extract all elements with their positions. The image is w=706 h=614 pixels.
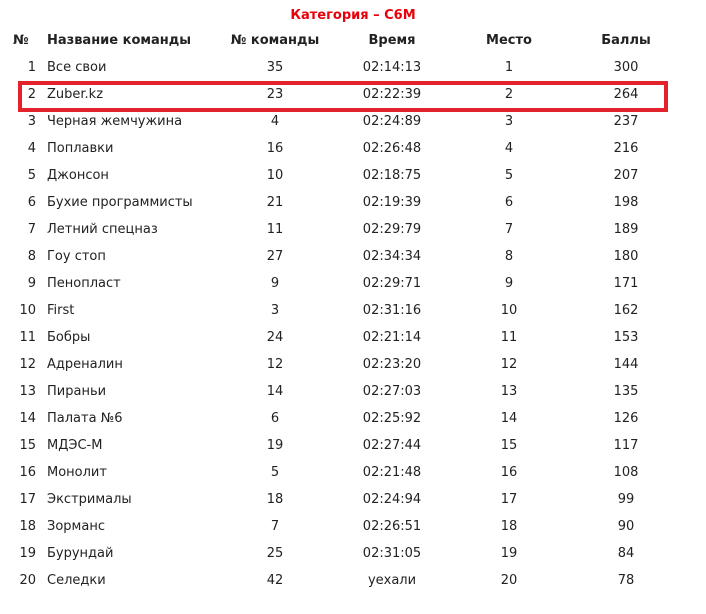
cell-team-number: 3: [270, 303, 280, 318]
cell-num: 20: [19, 573, 36, 588]
header-points: Баллы: [601, 33, 651, 48]
cell-time: 02:25:92: [362, 411, 422, 426]
cell-time: 02:19:39: [362, 195, 422, 210]
cell-points: 84: [617, 546, 635, 561]
cell-points: 264: [613, 87, 639, 102]
cell-team-number: 10: [266, 168, 284, 183]
cell-time: 02:31:05: [362, 546, 422, 561]
cell-place: 4: [504, 141, 514, 156]
cell-num: 19: [19, 546, 36, 561]
cell-team-number: 11: [266, 222, 284, 237]
cell-place: 13: [500, 384, 518, 399]
table-row: [0, 540, 688, 567]
cell-team-number: 19: [266, 438, 284, 453]
cell-team-number: 5: [270, 465, 280, 480]
header-team-name: Название команды: [47, 33, 192, 48]
table-row: [0, 513, 688, 540]
cell-time: 02:27:44: [362, 438, 422, 453]
cell-team-name: Джонсон: [47, 168, 109, 183]
cell-place: 20: [500, 573, 518, 588]
cell-team-number: 25: [266, 546, 284, 561]
table-row: [0, 135, 688, 162]
cell-place: 18: [500, 519, 518, 534]
cell-team-name: Бухие программисты: [47, 195, 193, 210]
table-row: [0, 189, 688, 216]
cell-place: 7: [504, 222, 514, 237]
cell-team-name: Монолит: [47, 465, 107, 480]
cell-time: 02:31:16: [362, 303, 422, 318]
cell-place: 14: [500, 411, 518, 426]
header-num: №: [13, 33, 29, 48]
cell-time: 02:29:71: [362, 276, 422, 291]
cell-num: 1: [27, 60, 36, 75]
cell-num: 4: [27, 141, 36, 156]
cell-place: 9: [504, 276, 514, 291]
cell-time: 02:21:14: [362, 330, 422, 345]
cell-points: 126: [613, 411, 639, 426]
cell-time: 02:24:89: [362, 114, 422, 129]
cell-place: 17: [500, 492, 518, 507]
cell-points: 198: [613, 195, 639, 210]
cell-place: 11: [500, 330, 518, 345]
cell-team-name: Гоу стоп: [47, 249, 106, 264]
cell-points: 78: [617, 573, 635, 588]
cell-time: 02:27:03: [362, 384, 422, 399]
cell-points: 216: [613, 141, 639, 156]
cell-team-name: Экстрималы: [47, 492, 132, 507]
cell-team-number: 35: [266, 60, 284, 75]
cell-team-name: Пираньи: [47, 384, 107, 399]
cell-place: 6: [504, 195, 514, 210]
cell-points: 237: [613, 114, 639, 129]
cell-team-number: 14: [266, 384, 284, 399]
cell-place: 8: [504, 249, 514, 264]
cell-num: 13: [19, 384, 36, 399]
cell-num: 7: [27, 222, 36, 237]
cell-team-number: 9: [270, 276, 280, 291]
cell-team-number: 27: [266, 249, 284, 264]
table-row: [0, 81, 688, 108]
cell-team-name: Зорманс: [47, 519, 105, 534]
header-row: [0, 27, 688, 54]
cell-team-number: 16: [266, 141, 284, 156]
cell-points: 162: [613, 303, 639, 318]
header-time: Время: [368, 33, 416, 48]
cell-points: 189: [613, 222, 639, 237]
category-caption: Категория – С6М: [290, 8, 416, 23]
cell-team-number: 12: [266, 357, 284, 372]
cell-num: 18: [19, 519, 36, 534]
cell-points: 117: [613, 438, 639, 453]
cell-num: 12: [19, 357, 36, 372]
cell-time: 02:29:79: [362, 222, 422, 237]
cell-time: уехали: [367, 573, 417, 588]
cell-team-name: Селедки: [47, 573, 106, 588]
cell-team-name: Адреналин: [47, 357, 123, 372]
cell-team-number: 21: [266, 195, 284, 210]
cell-place: 3: [504, 114, 514, 129]
table-row: [0, 486, 688, 513]
table-row: [0, 378, 688, 405]
cell-points: 180: [613, 249, 639, 264]
cell-num: 2: [27, 87, 36, 102]
cell-num: 5: [27, 168, 36, 183]
cell-team-name: Палата №6: [47, 411, 123, 426]
cell-team-name: Пенопласт: [47, 276, 121, 291]
cell-points: 99: [617, 492, 635, 507]
cell-team-name: First: [47, 303, 75, 318]
cell-team-name: Zuber.kz: [47, 87, 104, 102]
table-row: [0, 351, 688, 378]
cell-points: 171: [613, 276, 639, 291]
cell-num: 3: [27, 114, 36, 129]
cell-place: 15: [500, 438, 518, 453]
cell-team-number: 4: [270, 114, 280, 129]
cell-place: 2: [504, 87, 514, 102]
cell-team-name: МДЭС-М: [47, 438, 103, 453]
cell-team-number: 23: [266, 87, 284, 102]
table-row: [0, 432, 688, 459]
header-place: Место: [486, 33, 532, 48]
cell-time: 02:14:13: [362, 60, 422, 75]
cell-time: 02:18:75: [362, 168, 422, 183]
table-row: [0, 405, 688, 432]
cell-num: 14: [19, 411, 36, 426]
table-row: [0, 297, 688, 324]
cell-team-name: Поплавки: [47, 141, 114, 156]
table-row: [0, 324, 688, 351]
cell-time: 02:26:51: [362, 519, 422, 534]
table-body: [0, 54, 688, 594]
cell-points: 90: [617, 519, 635, 534]
table-row: [0, 216, 688, 243]
cell-time: 02:24:94: [362, 492, 422, 507]
table-row: [0, 270, 688, 297]
cell-time: 02:26:48: [362, 141, 422, 156]
cell-team-number: 18: [266, 492, 284, 507]
cell-time: 02:21:48: [362, 465, 422, 480]
results-table: [0, 27, 688, 594]
table-row: [0, 243, 688, 270]
table-header: [0, 27, 688, 54]
cell-team-number: 7: [270, 519, 280, 534]
cell-place: 19: [500, 546, 518, 561]
cell-team-name: Все свои: [47, 60, 107, 75]
cell-team-number: 42: [266, 573, 284, 588]
cell-points: 135: [613, 384, 639, 399]
cell-num: 6: [27, 195, 36, 210]
cell-team-name: Бобры: [47, 330, 91, 345]
cell-place: 5: [504, 168, 514, 183]
cell-time: 02:22:39: [362, 87, 422, 102]
table-row: [0, 54, 688, 81]
cell-num: 15: [19, 438, 36, 453]
cell-points: 207: [613, 168, 639, 183]
table-row: [0, 162, 688, 189]
cell-time: 02:34:34: [362, 249, 422, 264]
cell-team-number: 24: [266, 330, 284, 345]
cell-time: 02:23:20: [362, 357, 422, 372]
header-team-number: № команды: [230, 33, 320, 48]
cell-points: 300: [613, 60, 639, 75]
cell-points: 144: [613, 357, 639, 372]
cell-num: 8: [27, 249, 36, 264]
cell-points: 153: [613, 330, 639, 345]
cell-num: 9: [27, 276, 36, 291]
cell-place: 10: [500, 303, 518, 318]
cell-place: 1: [504, 60, 514, 75]
cell-team-name: Бурундай: [47, 546, 114, 561]
cell-place: 16: [500, 465, 518, 480]
cell-points: 108: [613, 465, 639, 480]
table-row: [0, 108, 688, 135]
table-row: [0, 567, 688, 594]
cell-num: 11: [19, 330, 36, 345]
cell-team-number: 6: [270, 411, 280, 426]
cell-team-name: Черная жемчужина: [47, 114, 183, 129]
table-row: [0, 459, 688, 486]
cell-team-name: Летний спецназ: [47, 222, 158, 237]
cell-num: 16: [19, 465, 36, 480]
cell-num: 17: [19, 492, 36, 507]
cell-num: 10: [19, 303, 36, 318]
cell-place: 12: [500, 357, 518, 372]
